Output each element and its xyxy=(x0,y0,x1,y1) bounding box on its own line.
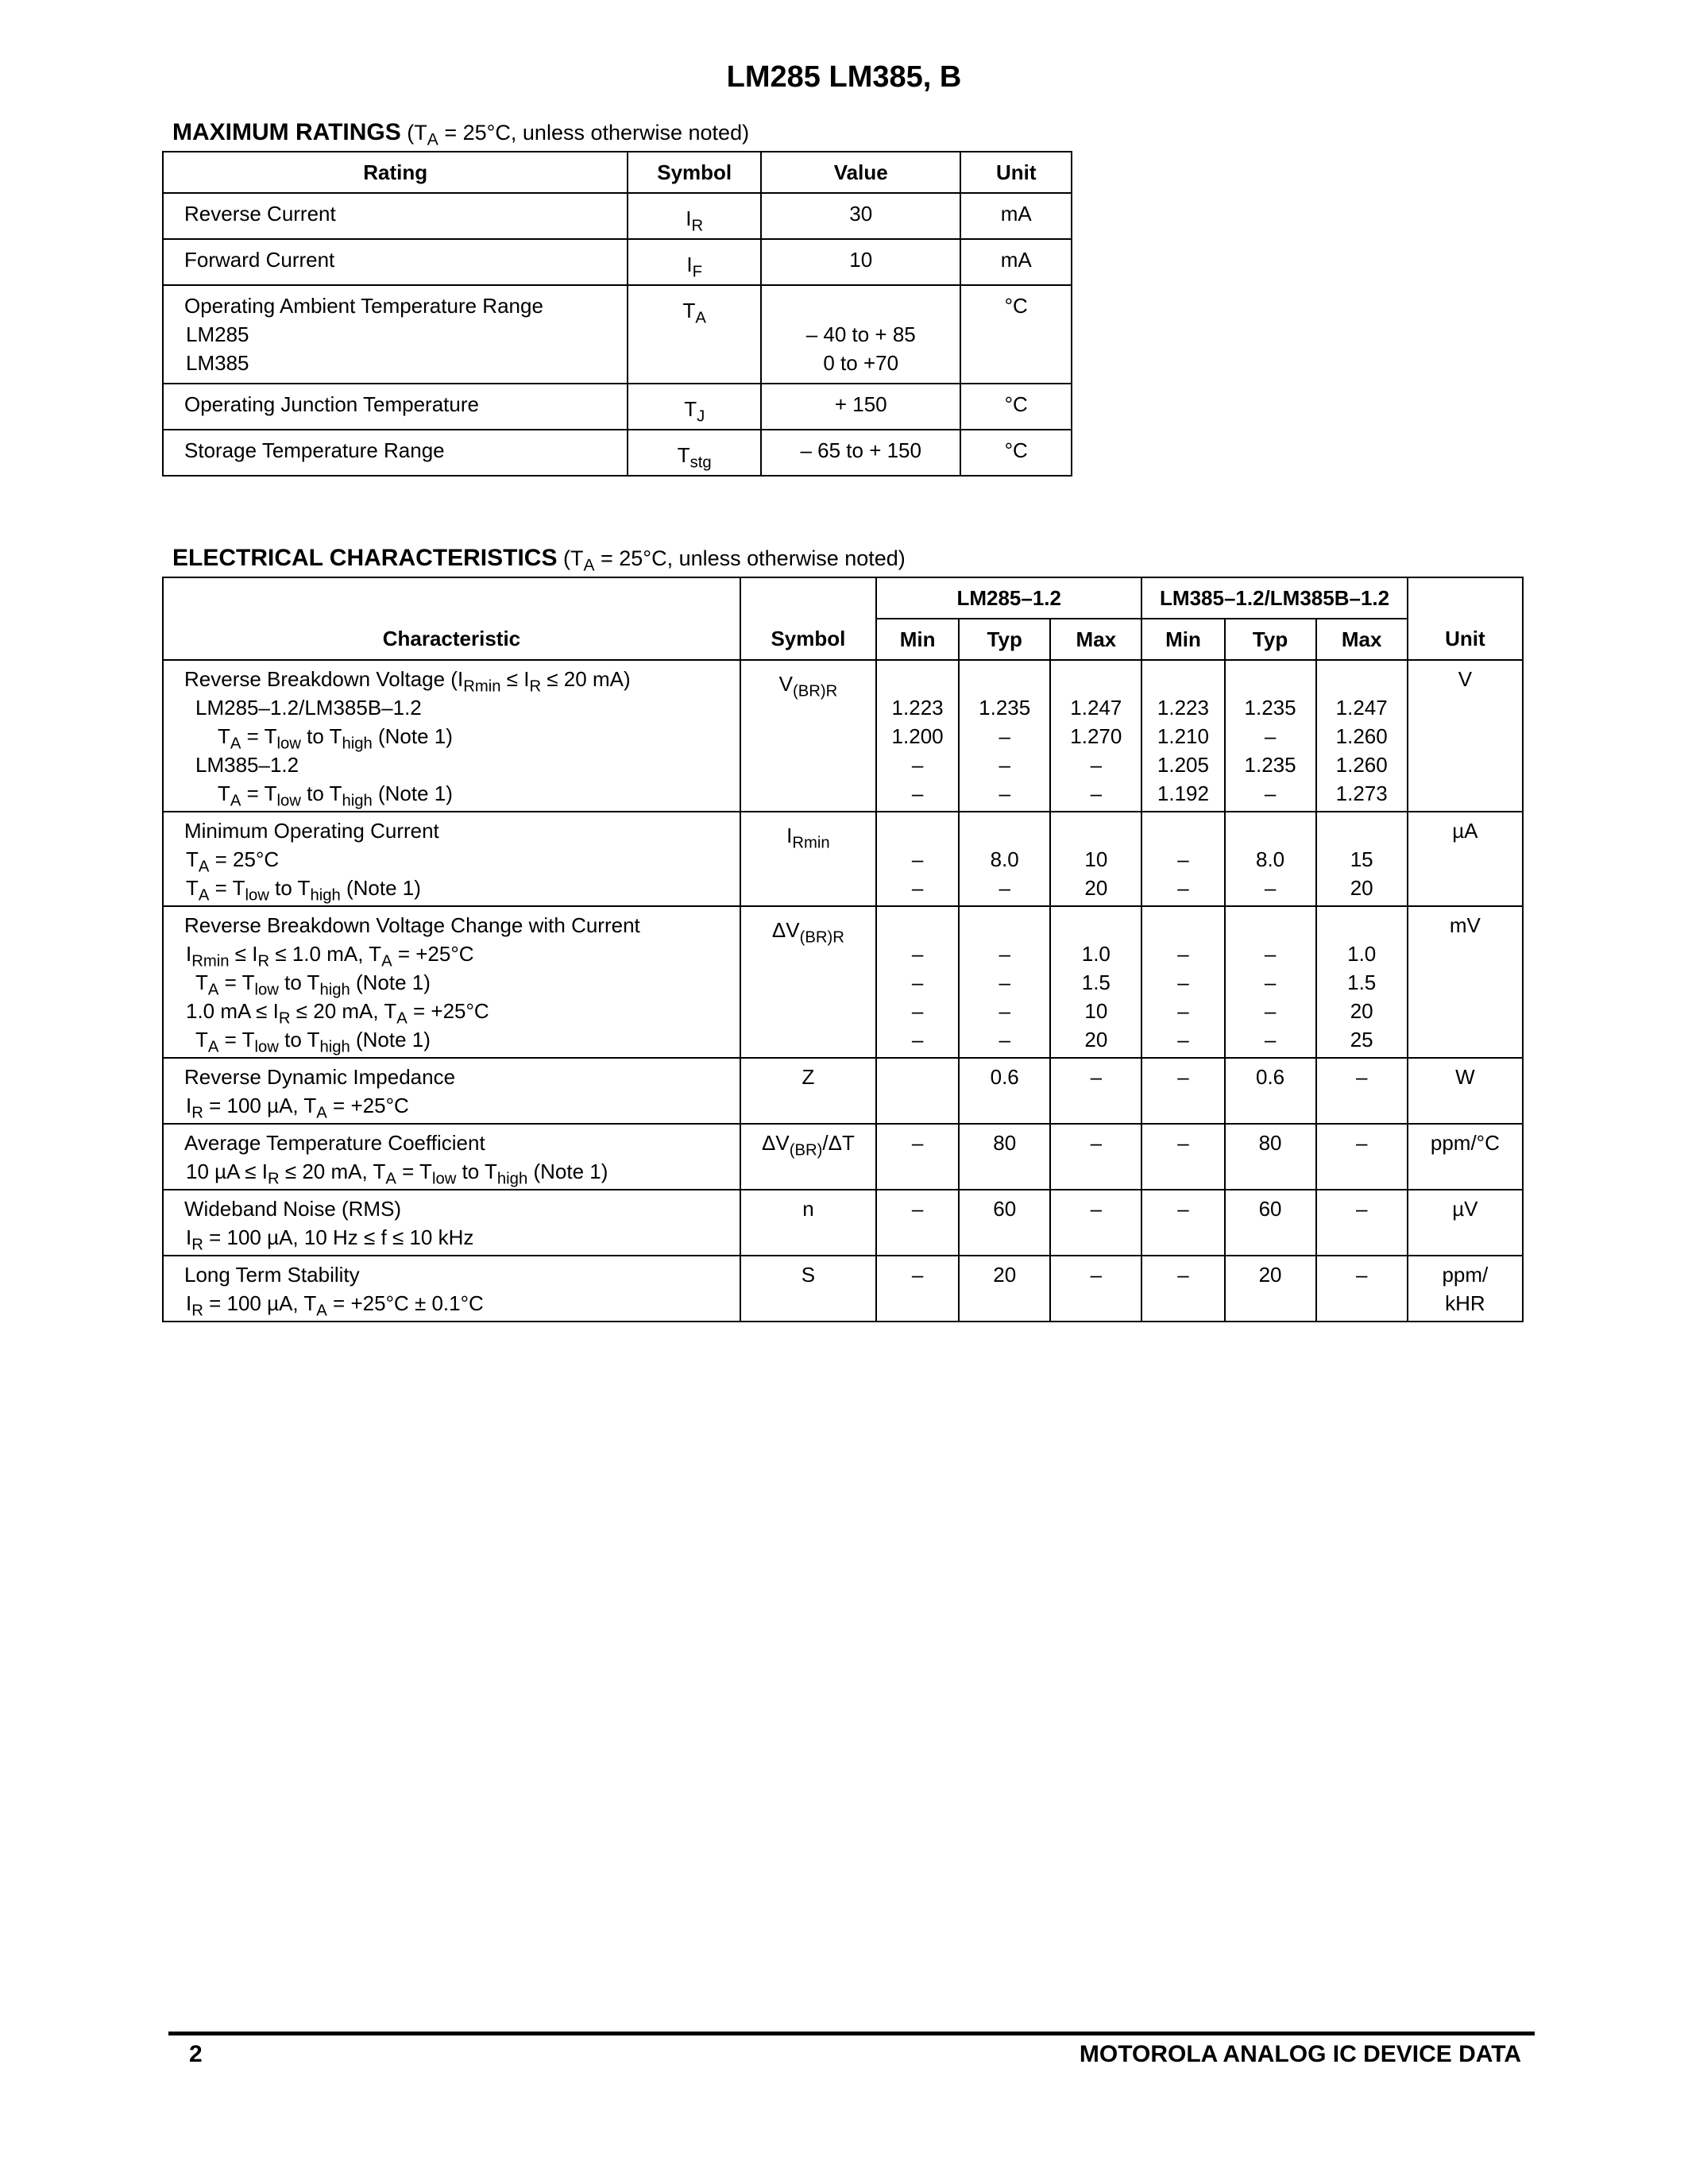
value: – xyxy=(1177,970,1189,994)
rating-label: Operating Ambient Temperature Range xyxy=(184,294,543,318)
value: – xyxy=(1355,1065,1368,1089)
value: 1.0 xyxy=(1347,942,1377,966)
vals-col xyxy=(1050,660,1141,812)
value: – xyxy=(911,781,924,805)
unit: mA xyxy=(1000,202,1032,226)
value: – xyxy=(911,1131,924,1155)
symbol: $I_R$ xyxy=(686,206,704,235)
vals-col xyxy=(959,812,1050,906)
vals-col xyxy=(1225,660,1316,812)
value: 1.273 xyxy=(1335,781,1388,805)
symbol: $T_{stg}$ xyxy=(677,443,712,472)
max-ratings-table xyxy=(162,151,1072,477)
col-header-min: Min xyxy=(1141,619,1224,660)
table-row xyxy=(163,660,1523,812)
elec-heading xyxy=(172,545,906,575)
vals-col xyxy=(876,660,959,812)
value: – xyxy=(1177,1263,1189,1287)
value: 1.260 xyxy=(1335,753,1388,777)
vals-col xyxy=(1141,812,1224,906)
symbol: $\Delta V_{(BR)R}$ xyxy=(771,918,844,947)
value: 20 xyxy=(1084,1028,1108,1051)
value: – xyxy=(1090,1131,1103,1155)
table-row xyxy=(163,906,1523,1058)
value: 1.235 xyxy=(1244,753,1296,777)
value: – xyxy=(999,970,1010,994)
col-header-characteristic: Characteristic xyxy=(163,577,740,660)
table-row xyxy=(163,239,1072,285)
document-title: LM285 LM385, B xyxy=(726,60,962,94)
col-group-lm385: LM385–1.2/LM385B–1.2 xyxy=(1141,577,1407,619)
value: 1.260 xyxy=(1335,724,1388,748)
condition-line: $I_R = 100$ µA, 10 Hz ≤ f ≤ 10 kHz xyxy=(186,1225,474,1254)
value: – xyxy=(1264,876,1277,900)
table-header-row xyxy=(163,152,1072,193)
value: – xyxy=(1177,942,1189,966)
condition-text: (T xyxy=(407,121,427,145)
condition-line: LM285–1.2/LM385B–1.2 xyxy=(195,696,422,720)
vals-col xyxy=(876,812,959,906)
value: 1.235 xyxy=(1244,696,1296,720)
value: 20 xyxy=(993,1263,1017,1287)
col-group-lm285: LM285–1.2 xyxy=(876,577,1141,619)
symbol: $\Delta V_{(BR)}/\Delta T$ xyxy=(762,1131,855,1160)
vals-col xyxy=(876,906,959,1058)
value: – xyxy=(999,724,1010,748)
vals-col xyxy=(1141,660,1224,812)
value: 10 xyxy=(1084,847,1108,871)
vals-col xyxy=(1316,906,1408,1058)
value: 25 xyxy=(1350,1028,1373,1051)
value: 20 xyxy=(1084,876,1108,900)
value: – xyxy=(911,847,924,871)
value: 1.210 xyxy=(1157,724,1209,748)
value: – xyxy=(911,1263,924,1287)
value: – xyxy=(1090,1197,1103,1221)
unit: V xyxy=(1458,667,1473,691)
symbol: $I_F$ xyxy=(686,253,703,281)
value: – xyxy=(1355,1263,1368,1287)
value: – xyxy=(1090,1065,1103,1089)
condition-line: 1.0 mA ≤ $I_R \le 20$ mA, $T_A = +25^\circ C$ xyxy=(186,999,489,1028)
value: – xyxy=(911,970,924,994)
value: 10 xyxy=(849,248,873,272)
condition-line: 10 $\mu A \le I_R \le 20$ mA, $T_A = T_{low}$ to $T_{high}$ (Note 1) xyxy=(186,1160,608,1188)
condition-line: LM385–1.2 xyxy=(195,753,299,777)
value: – xyxy=(1090,753,1103,777)
col-header-symbol: Symbol xyxy=(740,577,876,660)
value: 1.5 xyxy=(1347,970,1377,994)
elec-title: ELECTRICAL CHARACTERISTICS xyxy=(172,545,558,571)
col-header-typ: Typ xyxy=(959,619,1050,660)
value: 80 xyxy=(1258,1131,1282,1155)
value: 1.223 xyxy=(1157,696,1209,720)
value: 1.200 xyxy=(891,724,944,748)
value: 60 xyxy=(993,1197,1017,1221)
value: 8.0 xyxy=(990,847,1019,871)
condition-text: = 25°C, unless otherwise noted) xyxy=(594,546,906,570)
value: – xyxy=(1355,1197,1368,1221)
value: – xyxy=(999,876,1010,900)
page-number: 2 xyxy=(189,2041,203,2067)
value: 8.0 xyxy=(1255,847,1285,871)
characteristic-label: Average Temperature Coefficient xyxy=(184,1131,485,1155)
col-header-unit: Unit xyxy=(1408,577,1523,660)
value: – xyxy=(1177,1131,1189,1155)
characteristic-label: Reverse Breakdown Voltage Change with Current xyxy=(184,913,640,937)
value: 1.205 xyxy=(1157,753,1209,777)
unit: °C xyxy=(1004,438,1028,462)
value: – xyxy=(1177,1065,1189,1089)
characteristic-label: Reverse Breakdown Voltage ($I_{Rmin} \le I_R \le 20$ mA) xyxy=(184,667,631,696)
col-header-unit: Unit xyxy=(960,152,1072,193)
table-row xyxy=(163,1256,1523,1322)
value: 20 xyxy=(1350,876,1373,900)
value: 0.6 xyxy=(990,1065,1019,1089)
col-header-max: Max xyxy=(1050,619,1141,660)
symbol: $T_A$ xyxy=(682,299,706,327)
max-ratings-heading xyxy=(172,119,750,149)
value: – xyxy=(1264,999,1277,1023)
table-row xyxy=(163,430,1072,476)
unit: µV xyxy=(1452,1197,1478,1221)
unit: mV xyxy=(1449,913,1481,937)
condition-sub: A xyxy=(427,130,438,149)
vals-col xyxy=(1316,660,1408,812)
value: 0.6 xyxy=(1255,1065,1285,1089)
value: – xyxy=(1264,724,1277,748)
col-header-max: Max xyxy=(1316,619,1408,660)
col-header-rating: Rating xyxy=(163,152,628,193)
vals-col xyxy=(1225,812,1316,906)
value: 60 xyxy=(1258,1197,1282,1221)
footer-rule xyxy=(168,2032,1535,2035)
table-row xyxy=(163,812,1523,906)
value: 80 xyxy=(993,1131,1017,1155)
value: – xyxy=(999,1028,1010,1051)
unit: W xyxy=(1455,1065,1475,1089)
condition-line: $I_R = 100$ µA, $T_A = +25^\circ C \pm 0.1^\circ C$ xyxy=(186,1291,484,1320)
value xyxy=(877,1063,958,1091)
value: – xyxy=(999,781,1010,805)
rating-label: Storage Temperature Range xyxy=(184,438,445,462)
unit: °C xyxy=(1004,392,1028,416)
vals-col xyxy=(1050,812,1141,906)
col-header-typ: Typ xyxy=(1225,619,1316,660)
symbol: S xyxy=(801,1263,816,1287)
value: 1.247 xyxy=(1335,696,1388,720)
condition-sub: A xyxy=(583,556,595,575)
table-row xyxy=(163,384,1072,430)
symbol: Z xyxy=(802,1065,815,1089)
value: 20 xyxy=(1350,999,1373,1023)
table-row xyxy=(163,1058,1523,1124)
value: 20 xyxy=(1258,1263,1282,1287)
symbol: $I_{Rmin}$ xyxy=(786,824,830,852)
table-row xyxy=(163,1124,1523,1190)
characteristic-label: Wideband Noise (RMS) xyxy=(184,1197,402,1221)
value: 1.235 xyxy=(979,696,1031,720)
value: – xyxy=(1177,1197,1189,1221)
table-row xyxy=(163,285,1072,384)
condition-text: = 25°C, unless otherwise noted) xyxy=(438,121,750,145)
value: – xyxy=(1264,942,1277,966)
condition-line: $T_A = T_{low}$ to $T_{high}$ (Note 1) xyxy=(195,1028,431,1056)
value: 1.247 xyxy=(1070,696,1122,720)
footer-text: MOTOROLA ANALOG IC DEVICE DATA xyxy=(1079,2041,1521,2067)
value: 15 xyxy=(1350,847,1373,871)
col-header-min: Min xyxy=(876,619,959,660)
value: – xyxy=(911,753,924,777)
value: 1.270 xyxy=(1070,724,1122,748)
unit: kHR xyxy=(1445,1291,1485,1315)
value: – xyxy=(911,942,924,966)
vals-col xyxy=(1225,906,1316,1058)
characteristic-label: Long Term Stability xyxy=(184,1263,360,1287)
condition-line: $T_A = T_{low}$ to $T_{high}$ (Note 1) xyxy=(218,724,453,753)
unit: mA xyxy=(1000,248,1032,272)
value: – xyxy=(911,999,924,1023)
col-header-value: Value xyxy=(761,152,960,193)
symbol: $T_J$ xyxy=(684,397,705,426)
vals-col xyxy=(1050,906,1141,1058)
rating-label: Forward Current xyxy=(184,248,335,272)
value: – xyxy=(1177,876,1189,900)
value: – xyxy=(1264,1028,1277,1051)
symbol: n xyxy=(802,1197,814,1221)
unit: ppm/°C xyxy=(1430,1131,1500,1155)
value: 1.223 xyxy=(891,696,944,720)
condition-line: $T_A = T_{low}$ to $T_{high}$ (Note 1) xyxy=(186,876,421,905)
vals-col xyxy=(1141,906,1224,1058)
vals-col xyxy=(959,906,1050,1058)
value: – xyxy=(999,753,1010,777)
value: – xyxy=(999,942,1010,966)
condition-line: $I_{Rmin} \le I_R \le 1.0$ mA, $T_A = +25^\circ C$ xyxy=(186,942,474,970)
rating-sublabel: LM385 xyxy=(186,351,249,375)
value: – xyxy=(911,1028,924,1051)
symbol: $V_{(BR)R}$ xyxy=(778,672,838,700)
unit: µA xyxy=(1452,819,1478,843)
value: 1.5 xyxy=(1081,970,1111,994)
condition-line: $T_A = T_{low}$ to $T_{high}$ (Note 1) xyxy=(218,781,453,810)
characteristic-label: Reverse Dynamic Impedance xyxy=(184,1065,456,1089)
condition-text: (T xyxy=(562,546,584,570)
value: – xyxy=(911,1197,924,1221)
rating-label: Reverse Current xyxy=(184,202,336,226)
table-row xyxy=(163,193,1072,239)
value: – 40 to + 85 xyxy=(805,322,916,346)
vals-col xyxy=(959,660,1050,812)
unit: °C xyxy=(1004,294,1028,318)
value: 10 xyxy=(1084,999,1108,1023)
value: – xyxy=(1177,847,1189,871)
value: – xyxy=(999,999,1010,1023)
value: 0 to +70 xyxy=(823,351,899,375)
value: 1.192 xyxy=(1157,781,1209,805)
value: 1.0 xyxy=(1081,942,1111,966)
electrical-characteristics-table xyxy=(162,577,1524,1322)
value: – xyxy=(911,876,924,900)
rating-sublabel: LM285 xyxy=(186,322,249,346)
condition-line: $I_R = 100$ µA, $T_A = +25^\circ C$ xyxy=(186,1094,409,1122)
max-ratings-title: MAXIMUM RATINGS xyxy=(172,119,401,145)
table-header-row xyxy=(163,577,1523,619)
value: – xyxy=(1355,1131,1368,1155)
unit: ppm/ xyxy=(1442,1263,1489,1287)
vals-col xyxy=(1316,812,1408,906)
value: – 65 to + 150 xyxy=(800,438,921,462)
characteristic-label: Minimum Operating Current xyxy=(184,819,439,843)
value: – xyxy=(1264,781,1277,805)
value: – xyxy=(1090,781,1103,805)
value: – xyxy=(1177,999,1189,1023)
value: + 150 xyxy=(834,392,887,416)
value: – xyxy=(1177,1028,1189,1051)
value: – xyxy=(1264,970,1277,994)
table-row xyxy=(163,1190,1523,1256)
col-header-symbol: Symbol xyxy=(628,152,761,193)
condition-line: $T_A = 25^\circ C$ xyxy=(186,847,280,876)
rating-label: Operating Junction Temperature xyxy=(184,392,479,416)
value: – xyxy=(1090,1263,1103,1287)
value: 30 xyxy=(849,202,873,226)
condition-line: $T_A = T_{low}$ to $T_{high}$ (Note 1) xyxy=(195,970,431,999)
